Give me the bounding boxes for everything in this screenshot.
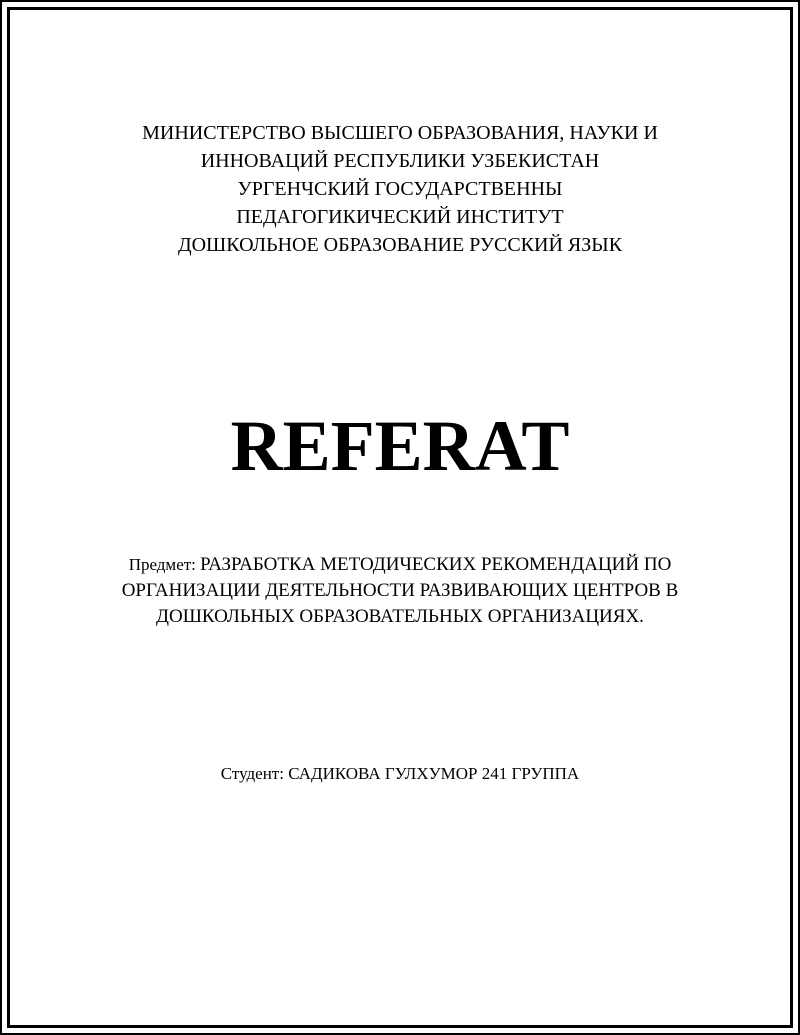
subject-text-1: РАЗРАБОТКА МЕТОДИЧЕСКИХ РЕКОМЕНДАЦИЙ ПО bbox=[200, 554, 672, 575]
header-line-2: ИННОВАЦИЙ РЕСПУБЛИКИ УЗБЕКИСТАН bbox=[200, 150, 600, 172]
ministry-header bbox=[0, 119, 800, 259]
subject-label: Предмет: bbox=[128, 555, 201, 574]
subject-line-1 bbox=[0, 552, 800, 578]
header-line-1: МИНИСТЕРСТВО ВЫСШЕГО ОБРАЗОВАНИЯ, НАУКИ И bbox=[142, 122, 658, 144]
student-name: САДИКОВА ГУЛХУМОР 241 ГРУППА bbox=[288, 764, 580, 783]
subject-line-3: ДОШКОЛЬНЫХ ОБРАЗОВАТЕЛЬНЫХ ОРГАНИЗАЦИЯХ. bbox=[156, 606, 644, 627]
student-label: Студент: bbox=[220, 764, 289, 783]
document-title: REFERAT bbox=[230, 406, 570, 486]
header-line-3: УРГЕНЧСКИЙ ГОСУДАРСТВЕННЫ bbox=[237, 178, 563, 200]
student-block bbox=[0, 762, 800, 786]
header-line-5: ДОШКОЛЬНОЕ ОБРАЗОВАНИЕ РУССКИЙ ЯЗЫК bbox=[177, 234, 623, 256]
subject-block bbox=[0, 552, 800, 630]
subject-line-2: ОРГАНИЗАЦИИ ДЕЯТЕЛЬНОСТИ РАЗВИВАЮЩИХ ЦЕНТРОВ В bbox=[121, 580, 679, 601]
header-line-4: ПЕДАГОГИКИЧЕСКИЙ ИНСТИТУТ bbox=[236, 206, 564, 228]
